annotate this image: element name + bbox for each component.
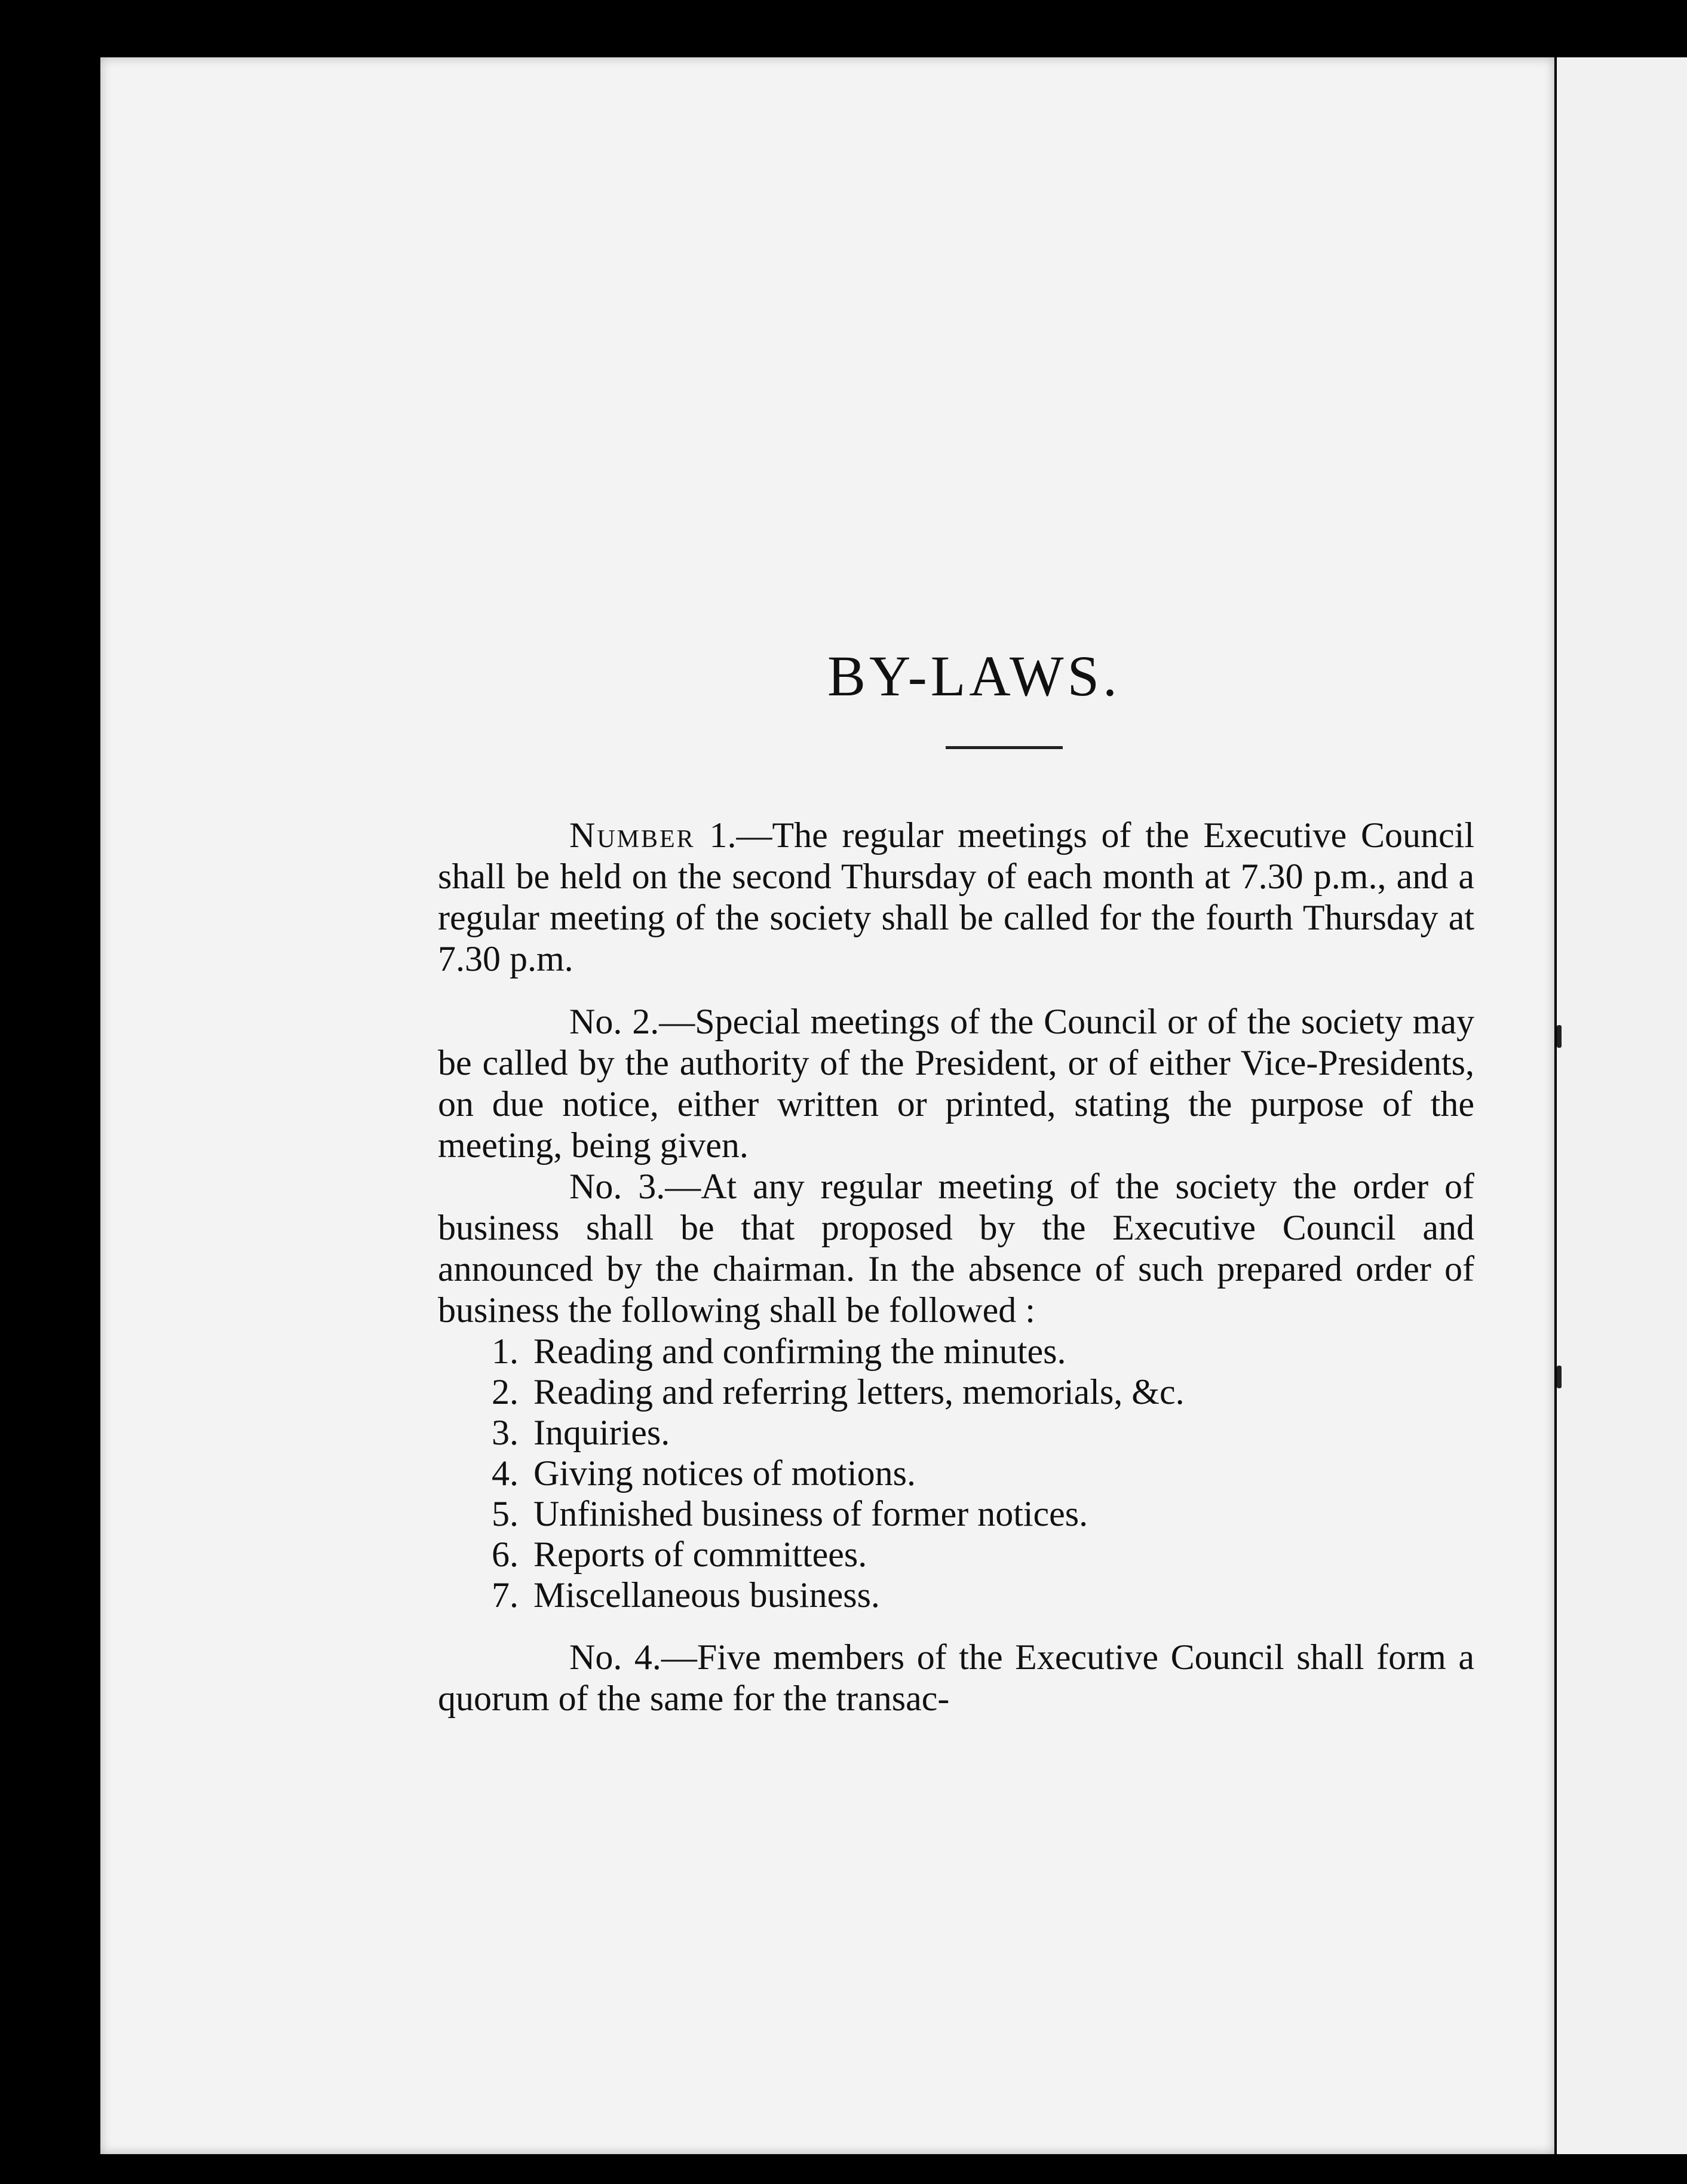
list-item: 5. Unfinished business of former notices. bbox=[492, 1494, 1088, 1533]
bylaw-section-1 bbox=[438, 815, 1474, 980]
section-4-label: No. 4. bbox=[569, 1637, 661, 1677]
binding-mark bbox=[1557, 1366, 1562, 1388]
list-item: 6. Reports of committees. bbox=[492, 1535, 867, 1574]
list-item: 4. Giving notices of motions. bbox=[492, 1453, 916, 1493]
section-3-text: —At any regular meeting of the society the order of business shall be that proposed by the Executive Council and announced by the chairman. In the absence of such prepared order of business the following shall be followed : bbox=[438, 1167, 1474, 1330]
title-rule bbox=[946, 746, 1063, 749]
document-body bbox=[438, 643, 1474, 1719]
bylaw-section-2 bbox=[438, 1001, 1474, 1166]
binding-mark bbox=[1557, 1025, 1562, 1048]
section-4-text: —Five members of the Executive Council shall form a quorum of the same for the transac- bbox=[438, 1637, 1474, 1718]
list-item: 3. Inquiries. bbox=[492, 1413, 670, 1452]
section-2-label: No. 2. bbox=[569, 1002, 660, 1041]
document-page bbox=[100, 57, 1554, 2154]
section-1-number: 1. bbox=[709, 815, 737, 855]
section-3-label: No. 3. bbox=[569, 1167, 665, 1206]
section-1-text: —The regular meetings of the Executive Council shall be held on the second Thursday of each month at 7.30 p.m., and a regular meeting of the society shall be called for the fourth Thursday at 7.30 p.m. bbox=[438, 815, 1474, 978]
bylaw-section-4 bbox=[438, 1637, 1474, 1719]
list-item: 2. Reading and referring letters, memorials, &c. bbox=[492, 1372, 1185, 1412]
section-2-text: —Special meetings of the Council or of the society may be called by the authority of the President, or of either Vice-Presidents, on due notice, either written or printed, stating the purpose of the meeting, being given. bbox=[438, 1002, 1474, 1165]
document-title: BY-LAWS. bbox=[827, 644, 1121, 708]
order-of-business-list bbox=[438, 1331, 1474, 1615]
bylaw-section-3 bbox=[438, 1166, 1474, 1331]
list-item: 7. Miscellaneous business. bbox=[492, 1575, 880, 1615]
section-1-label: Number bbox=[569, 815, 695, 855]
list-item: 1. Reading and confirming the minutes. bbox=[492, 1332, 1066, 1371]
adjacent-page-edge bbox=[1557, 57, 1687, 2154]
